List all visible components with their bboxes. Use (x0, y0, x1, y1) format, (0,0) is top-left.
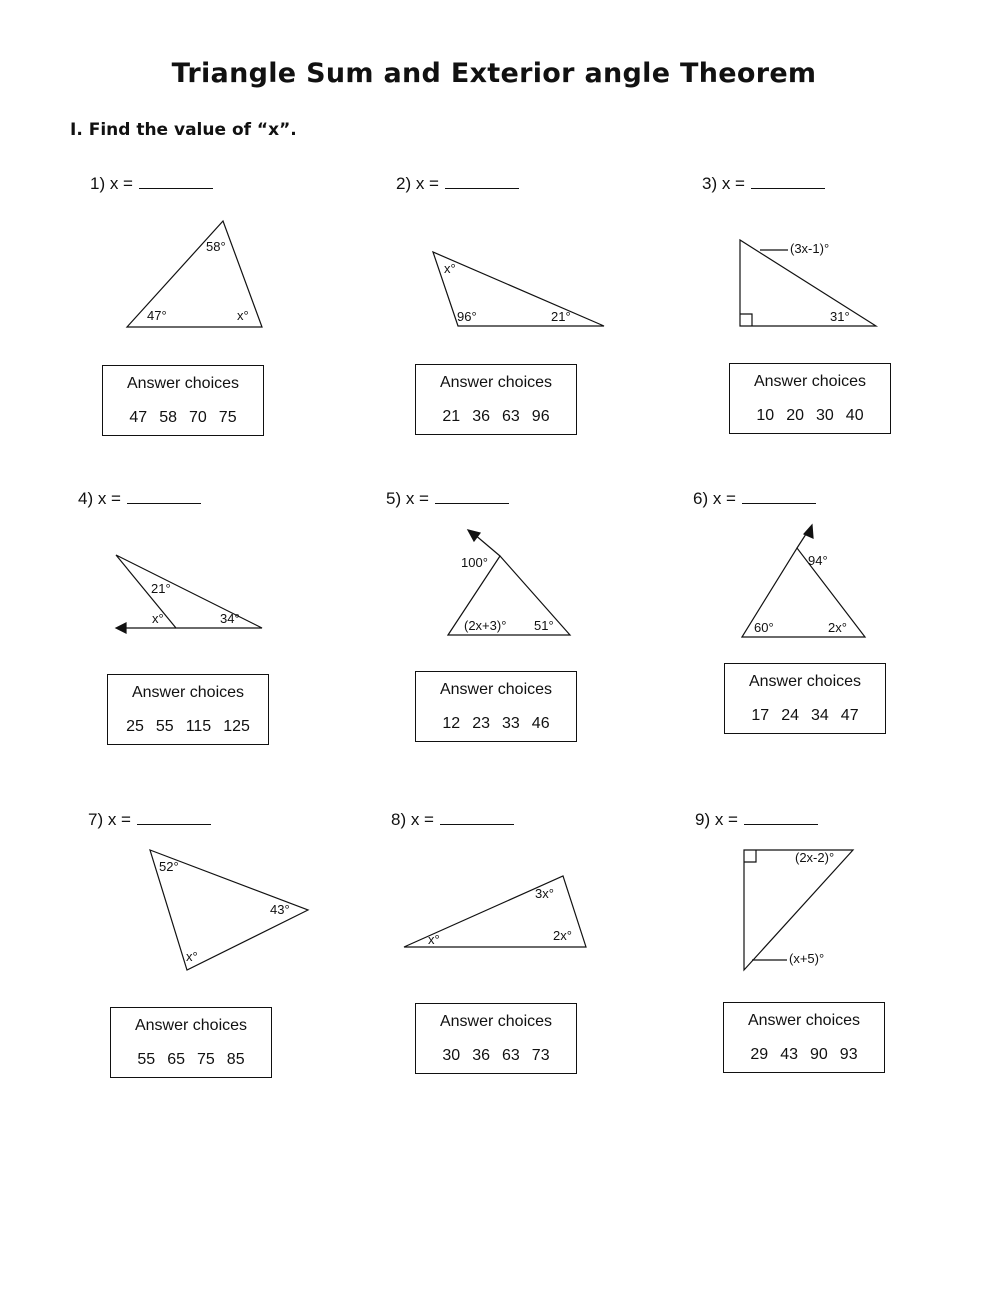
right-angle-mark (740, 314, 752, 326)
angle-label: 47° (147, 308, 167, 323)
choice[interactable]: 58 (159, 409, 177, 426)
angle-label: x° (428, 932, 440, 947)
angle-label: (x+5)° (789, 951, 825, 966)
choice[interactable]: 21 (442, 408, 461, 425)
angle-label: x° (444, 261, 456, 276)
problem-6-label: 6) x = (693, 489, 816, 509)
choice[interactable]: 96 (531, 408, 550, 425)
angle-label: 2x° (828, 620, 847, 635)
angle-label: 100° (461, 555, 488, 570)
choice[interactable]: 43 (780, 1046, 798, 1063)
choice[interactable]: 70 (189, 409, 207, 426)
answer-choices-1: Answer choices 47 58 70 75 (102, 365, 264, 436)
extension-ray (474, 534, 500, 556)
answer-choices-8: Answer choices 30 36 63 73 (415, 1003, 577, 1074)
problem-7-label: 7) x = (88, 810, 211, 830)
choice[interactable]: 30 (442, 1047, 461, 1064)
choice[interactable]: 93 (839, 1046, 858, 1063)
section-instruction: I. Find the value of “x”. (70, 120, 297, 140)
angle-label: 94° (808, 553, 828, 568)
arrow-head (468, 530, 480, 541)
choice[interactable]: 23 (472, 715, 490, 732)
choice[interactable]: 55 (155, 718, 174, 735)
choice[interactable]: 20 (786, 407, 804, 424)
choice[interactable]: 17 (751, 707, 770, 724)
choice[interactable]: 40 (845, 407, 864, 424)
answer-choices-7: Answer choices 55 65 75 85 (110, 1007, 272, 1078)
problem-1-label: 1) x = (90, 174, 213, 194)
answer-choices-3: Answer choices 10 20 30 40 (729, 363, 891, 434)
choice[interactable]: 47 (129, 409, 148, 426)
choice[interactable]: 30 (816, 407, 834, 424)
problem-2-label: 2) x = (396, 174, 519, 194)
choice[interactable]: 63 (502, 408, 520, 425)
angle-label: 21° (551, 309, 571, 324)
arrow-head (116, 623, 126, 633)
choice[interactable]: 115 (185, 718, 212, 735)
problem-3-label: 3) x = (702, 174, 825, 194)
choice[interactable]: 90 (810, 1046, 828, 1063)
answer-choices-6: Answer choices 17 24 34 47 (724, 663, 886, 734)
choice[interactable]: 36 (472, 1047, 490, 1064)
angle-label: 60° (754, 620, 774, 635)
angle-label: 43° (270, 902, 290, 917)
angle-label: x° (152, 611, 164, 626)
choice[interactable]: 75 (218, 409, 237, 426)
angle-label: 21° (151, 581, 171, 596)
choice[interactable]: 65 (167, 1051, 185, 1068)
angle-label: 34° (220, 611, 240, 626)
choice[interactable]: 55 (137, 1051, 156, 1068)
choice[interactable]: 47 (840, 707, 859, 724)
choice[interactable]: 33 (502, 715, 520, 732)
problem-9-label: 9) x = (695, 810, 818, 830)
choice[interactable]: 63 (502, 1047, 520, 1064)
angle-label: (2x+3)° (464, 618, 507, 633)
angle-label: x° (237, 308, 249, 323)
problem-8-label: 8) x = (391, 810, 514, 830)
choice[interactable]: 29 (750, 1046, 769, 1063)
choice[interactable]: 12 (442, 715, 461, 732)
worksheet-title: Triangle Sum and Exterior angle Theorem (171, 58, 817, 89)
choice[interactable]: 75 (197, 1051, 215, 1068)
choice[interactable]: 10 (756, 407, 775, 424)
angle-label: 96° (457, 309, 477, 324)
answer-choices-4: Answer choices 25 55 115 125 (107, 674, 269, 745)
triangle-4 (116, 555, 262, 628)
choice[interactable]: 73 (531, 1047, 550, 1064)
answer-choices-9: Answer choices 29 43 90 93 (723, 1002, 885, 1073)
right-angle-mark (744, 850, 756, 862)
angle-label: (3x-1)° (790, 241, 830, 256)
choice[interactable]: 34 (811, 707, 829, 724)
problem-5-label: 5) x = (386, 489, 509, 509)
angle-label: 31° (830, 309, 850, 324)
choice[interactable]: 24 (781, 707, 799, 724)
angle-label: x° (186, 949, 198, 964)
answer-choices-5: Answer choices 12 23 33 46 (415, 671, 577, 742)
angle-label: (2x-2)° (795, 850, 835, 865)
problem-4-label: 4) x = (78, 489, 201, 509)
choice[interactable]: 46 (531, 715, 550, 732)
angle-label: 2x° (553, 928, 572, 943)
choice[interactable]: 25 (126, 718, 144, 735)
choice[interactable]: 36 (472, 408, 490, 425)
angle-label: 3x° (535, 886, 554, 901)
angle-label: 51° (534, 618, 554, 633)
angle-label: 58° (206, 239, 226, 254)
choice[interactable]: 125 (223, 718, 250, 735)
answer-choices-2: Answer choices 21 36 63 96 (415, 364, 577, 435)
angle-label: 52° (159, 859, 179, 874)
choice[interactable]: 85 (226, 1051, 245, 1068)
